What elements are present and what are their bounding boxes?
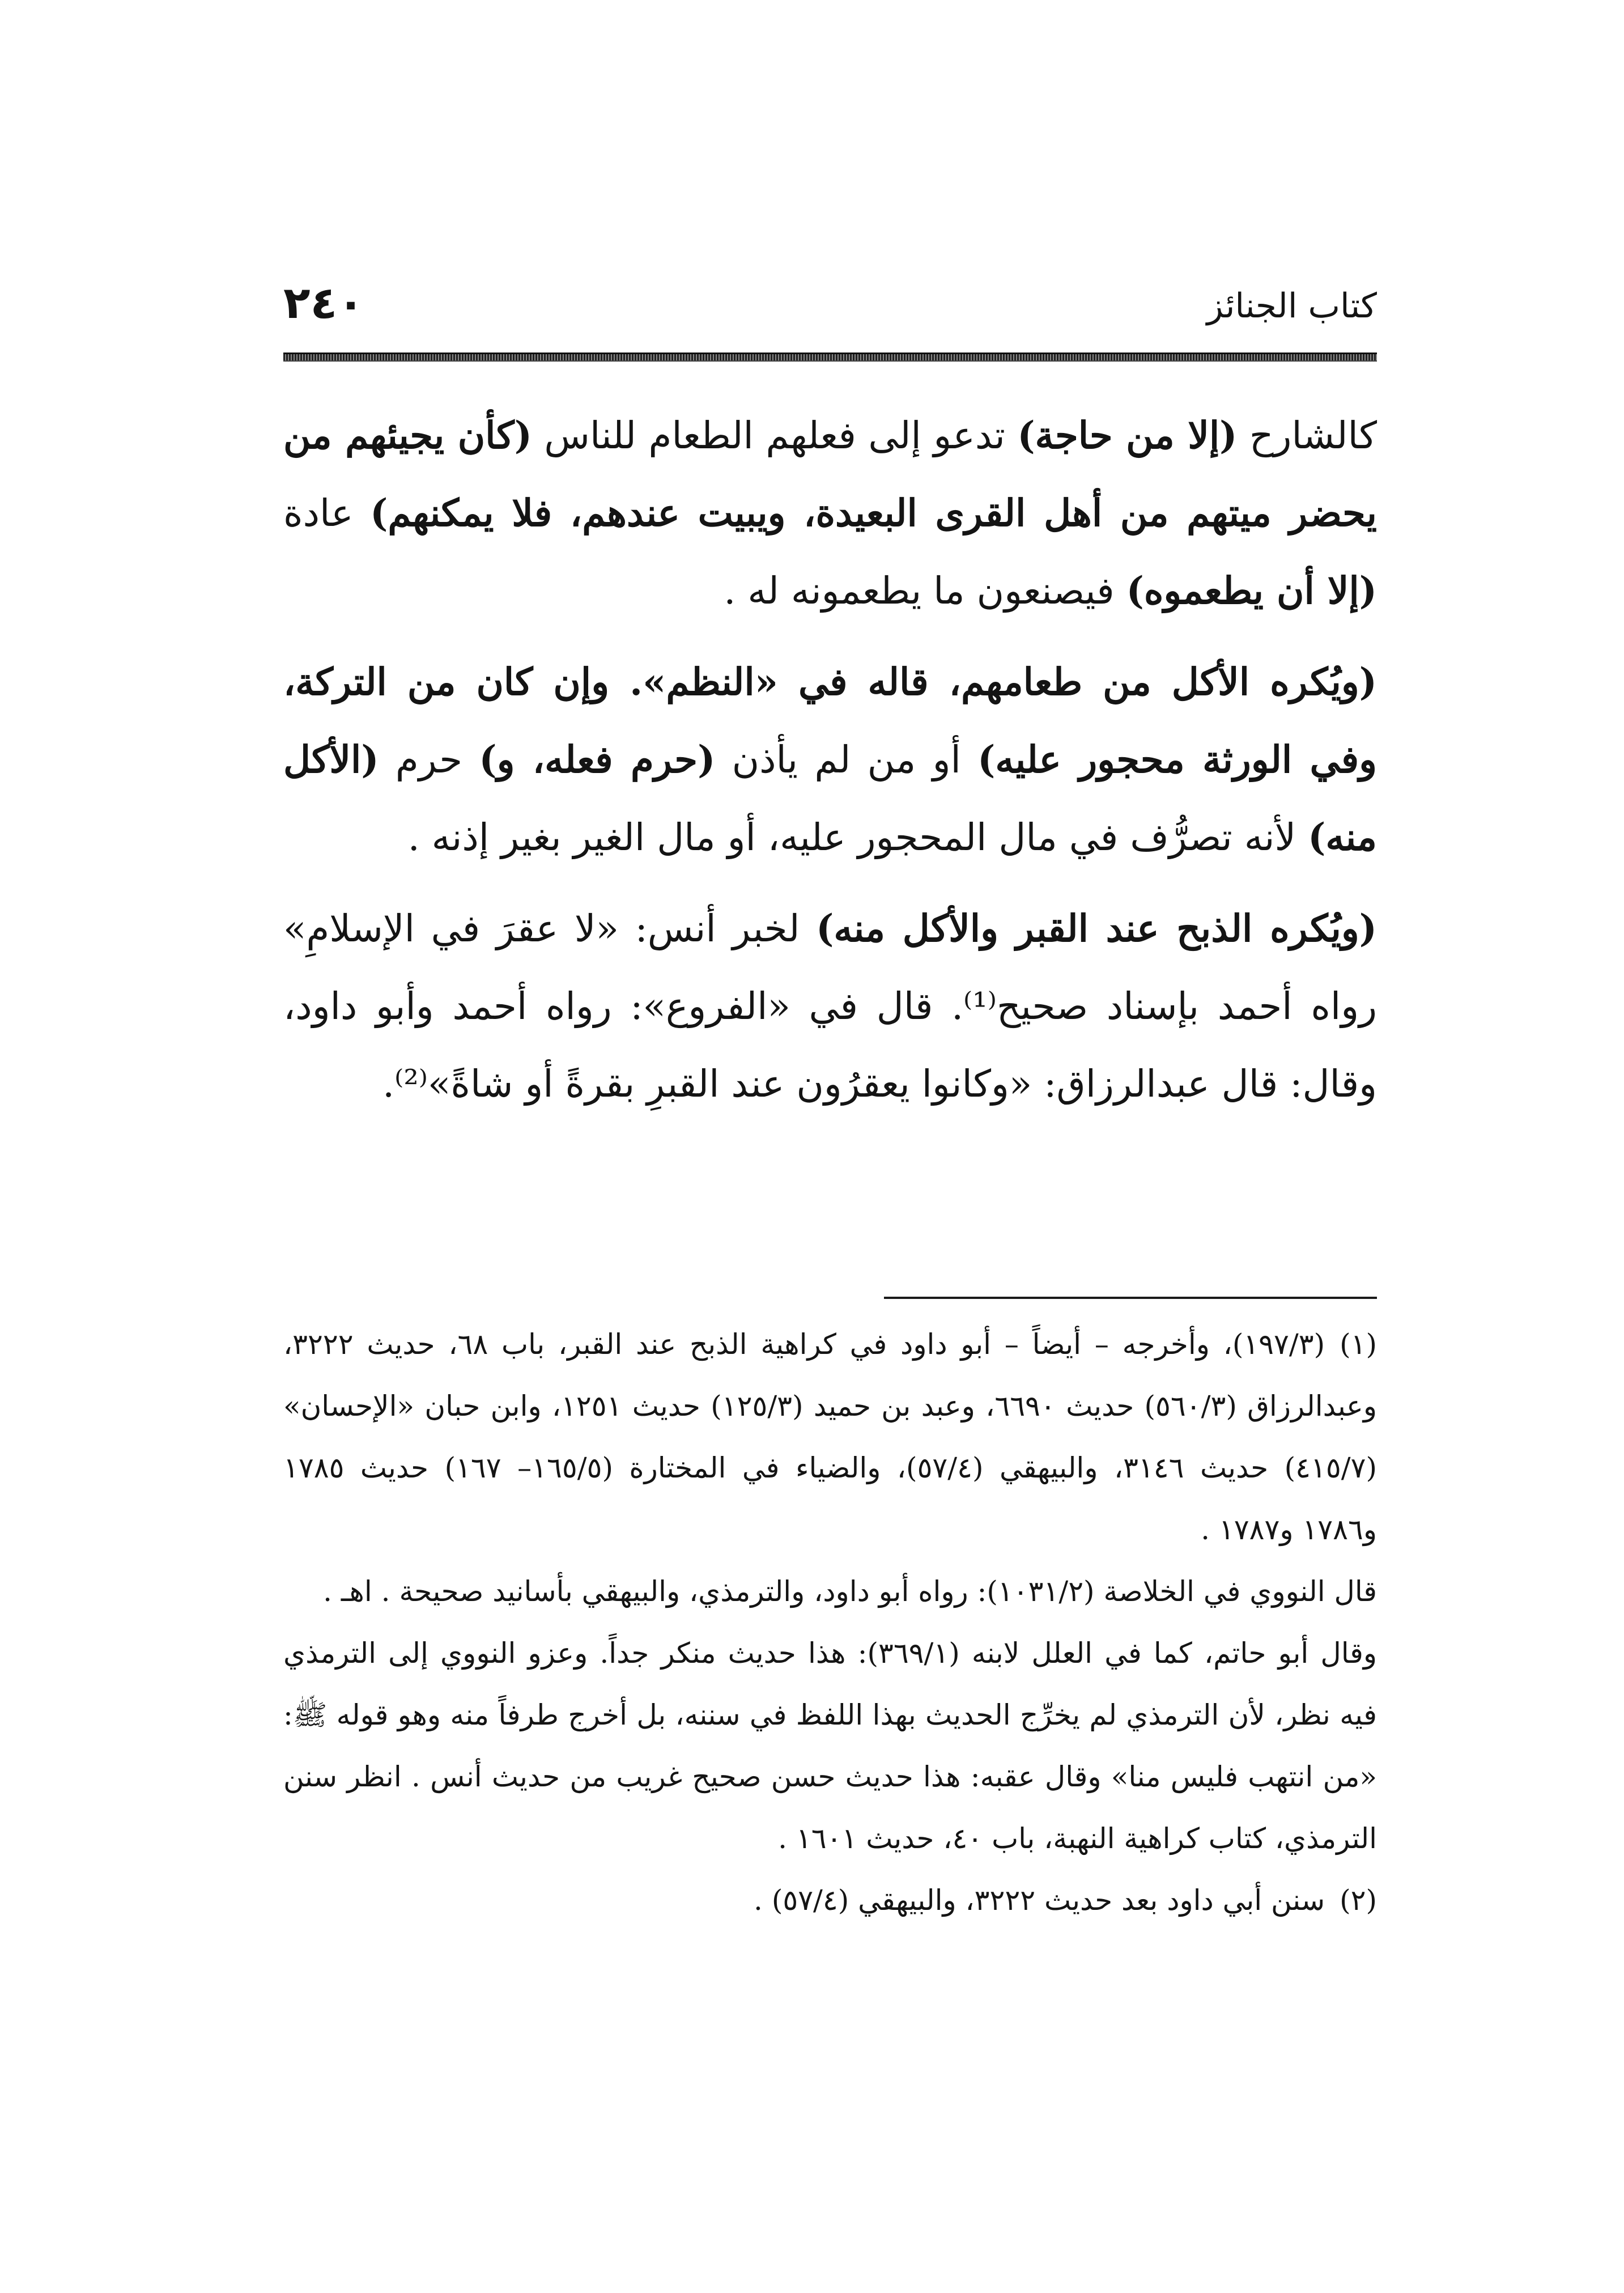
footnote (283, 1870, 1377, 1931)
bold-segment: (حرم فعله، و) (479, 737, 716, 782)
text-segment: تدعو إلى فعلهم الطعام للناس (532, 414, 1018, 457)
text-segment: كالشارح (1237, 414, 1378, 457)
footnote-number: (٢) (1340, 1884, 1377, 1917)
bold-segment: (إلا أن يطعموه) (1126, 568, 1377, 613)
text-segment: ⁽²⁾ (394, 1062, 428, 1106)
text-segment: . (382, 1062, 395, 1106)
bold-segment: (كأن يجيئهم من يحضر ميتهم من أهل القرى البعيدة، ويبيت عندهم، فلا يمكنهم) (283, 413, 1377, 535)
bold-segment: (إلا من حاجة) (1017, 413, 1238, 457)
footnote-text: وقال أبو حاتم، كما في العلل لابنه (٣٦٩/١): هذا حديث منكر جداً. وعزو النووي إلى الترمذي فيه نظر، لأن الترمذي لم يخرِّج الحديث بهذا اللفظ في سننه، بل أخرج طرفاً منه وهو قوله ﷺ: «من انتهب فليس منا» وقال عقبه: هذا حديث حسن صحيح غريب من حديث أنس . انظر سنن الترمذي، كتاب كراهية النهبة، باب ٤٠، حديث ١٦٠١ . (283, 1637, 1378, 1855)
footnote-text: (١٩٧/٣)، وأخرجه – أيضاً – أبو داود في كراهية الذبح عند القبر، باب ٦٨، حديث ٣٢٢٢، وعبدالرزاق (٥٦٠/٣) حديث ٦٦٩٠، وعبد بن حميد (١٢٥/٣) حديث ١٢٥١، وابن حبان «الإحسان» (٤١٥/٧) حديث ٣١٤٦، والبيهقي (٥٧/٤)، والضياء في المختارة (١٦٥/٥– ١٦٧) حديث ١٧٨٥ و١٧٨٦ و١٧٨٧ . (283, 1328, 1377, 1546)
footnote-number: (١) (1340, 1328, 1378, 1361)
page-header (283, 266, 1377, 351)
paragraph (283, 890, 1377, 1123)
text-segment: فيصنعون ما يطعمونه له . (724, 569, 1126, 613)
header-rule (283, 353, 1377, 362)
footnote-separator (884, 1297, 1377, 1299)
bold-segment: (الأكل منه) (283, 737, 1377, 859)
footnote-continuation (283, 1623, 1377, 1870)
running-title: كتاب الجنائز (1206, 286, 1377, 326)
bold-segment: (ويُكره الذبح عند القبر والأكل منه) (816, 906, 1377, 950)
text-segment: عادة (283, 491, 371, 535)
text-segment: لأنه تصرُّف في مال المحجور عليه، أو مال الغير بغير إذنه . (407, 816, 1308, 859)
page-number: ٢٤٠ (283, 278, 364, 329)
text-segment: أو من لم يأذن (715, 738, 978, 782)
footnote-text: قال النووي في الخلاصة (١٠٣١/٢): رواه أبو داود، والترمذي، والبيهقي بأسانيد صحيحة . اهـ . (323, 1575, 1377, 1608)
bold-segment: (ويُكره الأكل من طعامهم، قاله في «النظم». وإن كان من التركة، وفي الورثة محجور عليه) (283, 660, 1377, 782)
footnote-continuation (283, 1561, 1377, 1623)
paragraph (283, 397, 1377, 630)
footnote-text: سنن أبي داود بعد حديث ٣٢٢٢، والبيهقي (٥٧/٤) . (754, 1884, 1325, 1917)
footnote (283, 1314, 1377, 1561)
text-segment: لخبر أنس: «لا عقرَ في الإسلامِ» رواه أحمد بإسناد صحيح (283, 907, 1377, 1028)
paragraph (283, 643, 1377, 876)
text-segment: ⁽¹⁾ (963, 984, 997, 1028)
main-text (283, 397, 1377, 1136)
footnotes (283, 1314, 1377, 1931)
text-segment: . قال في «الفروع»: رواه أحمد وأبو داود، وقال: قال عبدالرزاق: «وكانوا يعقرُون عند القبرِ بقرةً أو شاةً» (283, 984, 1377, 1106)
text-segment: حرم (379, 738, 479, 782)
